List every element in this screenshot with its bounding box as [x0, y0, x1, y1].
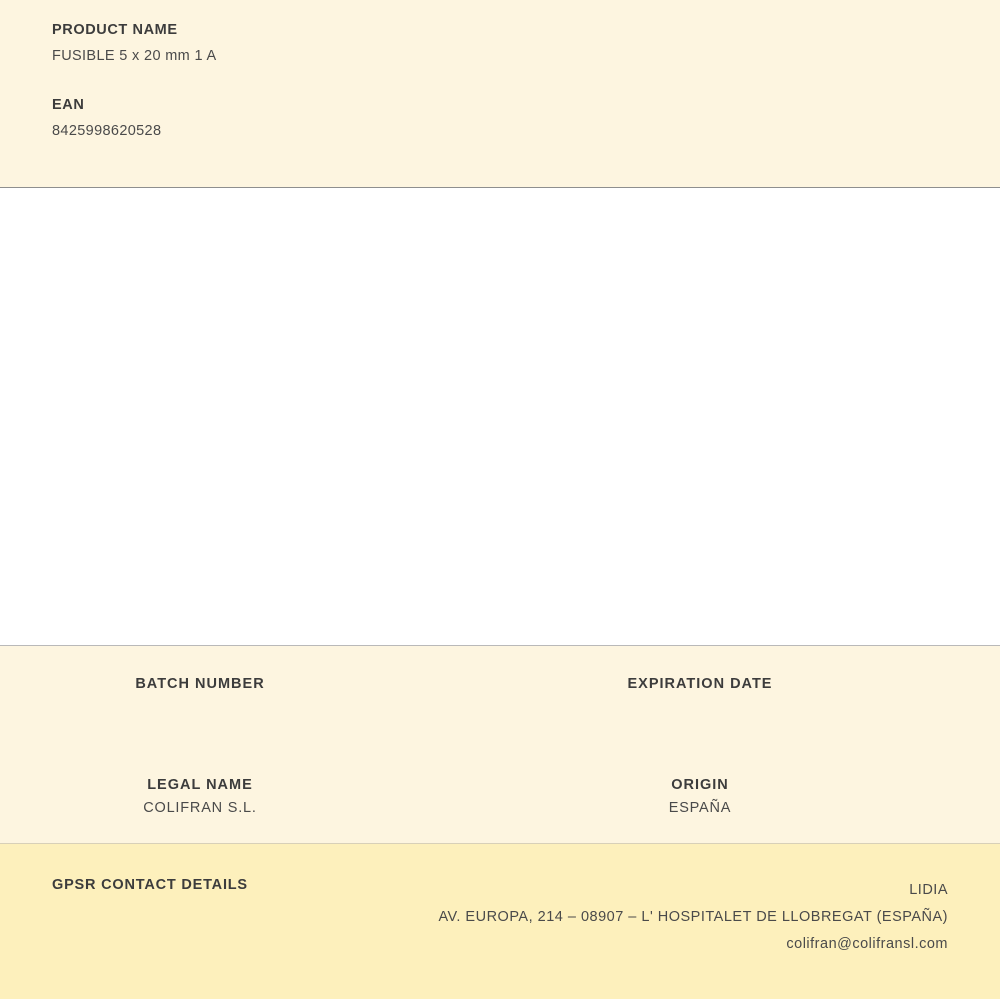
origin-label: ORIGIN: [671, 777, 729, 793]
batch-expiration-row: [0, 676, 1000, 717]
gpsr-contact-name: LIDIA: [909, 882, 948, 898]
expiration-date-label: EXPIRATION DATE: [627, 676, 773, 692]
legal-name-label: LEGAL NAME: [147, 777, 253, 793]
product-name-label: PRODUCT NAME: [52, 22, 178, 38]
product-details-block: [0, 646, 1000, 844]
legal-name-value: COLIFRAN S.L.: [143, 800, 257, 816]
batch-number-field: [0, 676, 500, 717]
gpsr-contact-email[interactable]: colifran@colifransl.com: [786, 936, 948, 952]
gpsr-contact-details-label: GPSR CONTACT DETAILS: [52, 877, 248, 893]
ean-field: [52, 97, 948, 139]
origin-field: [500, 777, 1000, 818]
product-name-value: FUSIBLE 5 x 20 mm 1 A: [52, 48, 217, 64]
expiration-date-value: [500, 699, 900, 717]
batch-number-value: [0, 699, 400, 717]
gpsr-footer: [0, 844, 1000, 999]
legal-name-field: [0, 777, 500, 818]
product-image-area: [0, 188, 1000, 646]
batch-number-label: BATCH NUMBER: [135, 676, 265, 692]
product-info-block: [0, 0, 1000, 188]
ean-value: 8425998620528: [52, 123, 162, 139]
ean-label: EAN: [52, 97, 85, 113]
legal-origin-row: [0, 777, 1000, 818]
expiration-date-field: [500, 676, 1000, 717]
origin-value: ESPAÑA: [668, 800, 732, 816]
gpsr-contact-address: AV. EUROPA, 214 – 08907 – L' HOSPITALET DE LLOBREGAT (ESPAÑA): [438, 909, 948, 925]
product-name-field: [52, 22, 948, 64]
